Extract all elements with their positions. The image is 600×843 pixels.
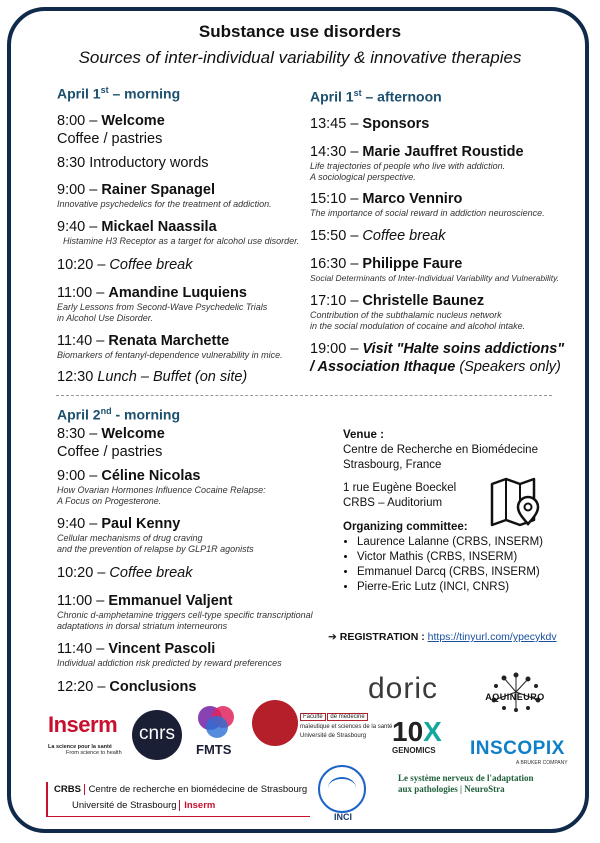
inserm-logo: Inserm La science pour la santé From science to health bbox=[48, 712, 122, 756]
schedule-item: 11:40 – Vincent Pascoli Individual addiction risk predicted by reward preferences bbox=[57, 641, 282, 668]
schedule-item: 19:00 – Visit "Halte soins addictions" / Association Ithaque (Speakers only) bbox=[310, 341, 565, 375]
schedule-item: 10:20 – Coffee break bbox=[57, 257, 193, 273]
schedule-item: 12:30 Lunch – Buffet (on site) bbox=[57, 369, 248, 385]
schedule-item: 13:45 – Sponsors bbox=[310, 116, 430, 132]
schedule-item: 9:40 – Mickael Naassila Histamine H3 Receptor as a target for alcohol use disorder. bbox=[57, 219, 300, 246]
neurostra-logo: Le système nerveux de l'adaptation aux pathologies | NeuroStra bbox=[398, 773, 534, 794]
doric-logo: doric bbox=[368, 672, 439, 705]
crbs-logo: CRBS Centre de recherche en biomédecine de Strasbourg Université de Strasbourg Inserm bbox=[46, 782, 310, 817]
schedule-item: 11:00 – Amandine Luquiens Early Lessons from Second-Wave Psychedelic Trials in Alcohol Use Disorder. bbox=[57, 285, 268, 323]
faculty-logo-text: Faculté de médecine maïeutique et sciences de la santé Université de Strasbourg bbox=[300, 714, 393, 739]
committee-member: • Laurence Lalanne (CRBS, INSERM) bbox=[357, 535, 583, 550]
arrow-right-icon: ➔ bbox=[328, 631, 337, 643]
schedule-item: 9:40 – Paul Kenny Cellular mechanisms of drug craving and the prevention of relapse by GLP1R agonists bbox=[57, 516, 254, 554]
section-divider bbox=[56, 395, 552, 396]
schedule-item: 12:20 – Conclusions bbox=[57, 679, 197, 695]
schedule-item: 8:00 – Welcome Coffee / pastries bbox=[57, 113, 165, 147]
schedule-item: 17:10 – Christelle Baunez Contribution of the subthalamic nucleus network in the social modulation of cocaine and alcohol intake. bbox=[310, 293, 526, 331]
schedule-item: 11:00 – Emmanuel Valjent Chronic d-amphetamine triggers cell-type specific transcriptional adaptations in dorsal striatum interneurons bbox=[57, 593, 313, 631]
schedule-item: 15:10 – Marco Venniro The importance of social reward in addiction neuroscience. bbox=[310, 191, 545, 218]
committee-block: Organizing committee: • Laurence Lalanne (CRBS, INSERM) • Victor Mathis (CRBS, INSERM) • Emmanuel Darcq (CRBS, INSERM) • Pierre-Eric Lutz (INCI, CNRS) bbox=[343, 520, 583, 595]
10x-genomics-logo: 10X GENOMICS bbox=[392, 716, 442, 755]
schedule-item: 16:30 – Philippe Faure Social Determinants of Inter-Individual Variability and Vulnerability. bbox=[310, 256, 560, 283]
schedule-item: 8:30 – Welcome Coffee / pastries bbox=[57, 426, 165, 460]
registration-line: ➔ REGISTRATION : https://tinyurl.com/ypecykdv bbox=[328, 631, 557, 643]
april2-morning-heading: April 2nd - morning bbox=[57, 406, 181, 423]
aquineuro-logo: AQUINEURO bbox=[485, 692, 545, 702]
venue-block: Venue : Centre de Recherche en Biomédecine Strasbourg, France 1 rue Eugène Boeckel CRBS – Auditorium bbox=[343, 429, 538, 509]
registration-link[interactable]: https://tinyurl.com/ypecykdv bbox=[427, 631, 557, 643]
april1-morning-heading: April 1st – morning bbox=[57, 85, 181, 102]
page-subtitle: Sources of inter-individual variability & innovative therapies bbox=[78, 48, 522, 67]
page-title: Substance use disorders bbox=[198, 22, 402, 41]
faculty-seal bbox=[252, 700, 298, 746]
inci-logo: INCI bbox=[334, 812, 352, 822]
schedule-item: 15:50 – Coffee break bbox=[310, 228, 446, 244]
committee-member: • Victor Mathis (CRBS, INSERM) bbox=[357, 550, 583, 565]
committee-member: • Pierre-Eric Lutz (INCI, CNRS) bbox=[357, 580, 583, 595]
schedule-item: 14:30 – Marie Jauffret Roustide Life trajectories of people who live with addiction. A sociological perspective. bbox=[310, 144, 524, 182]
schedule-item: 9:00 – Céline Nicolas How Ovarian Hormones Influence Cocaine Relapse: A Focus on Progesterone. bbox=[57, 468, 266, 506]
committee-member: • Emmanuel Darcq (CRBS, INSERM) bbox=[357, 565, 583, 580]
schedule-item: 9:00 – Rainer Spanagel Innovative psychedelics for the treatment of addiction. bbox=[57, 182, 272, 209]
april1-afternoon-heading: April 1st – afternoon bbox=[310, 88, 442, 105]
fmts-logo: FMTS bbox=[196, 742, 232, 757]
fmts-logo-mark bbox=[194, 704, 240, 740]
cnrs-logo: cnrs bbox=[132, 710, 182, 760]
schedule-item: 8:30 Introductory words bbox=[57, 155, 209, 171]
schedule-item: 11:40 – Renata Marchette Biomarkers of fentanyl-dependence vulnerability in mice. bbox=[57, 333, 283, 360]
schedule-item: 10:20 – Coffee break bbox=[57, 565, 193, 581]
inci-seal bbox=[318, 765, 366, 813]
inscopix-logo: INSCOPIX A BRUKER COMPANY bbox=[470, 738, 568, 766]
